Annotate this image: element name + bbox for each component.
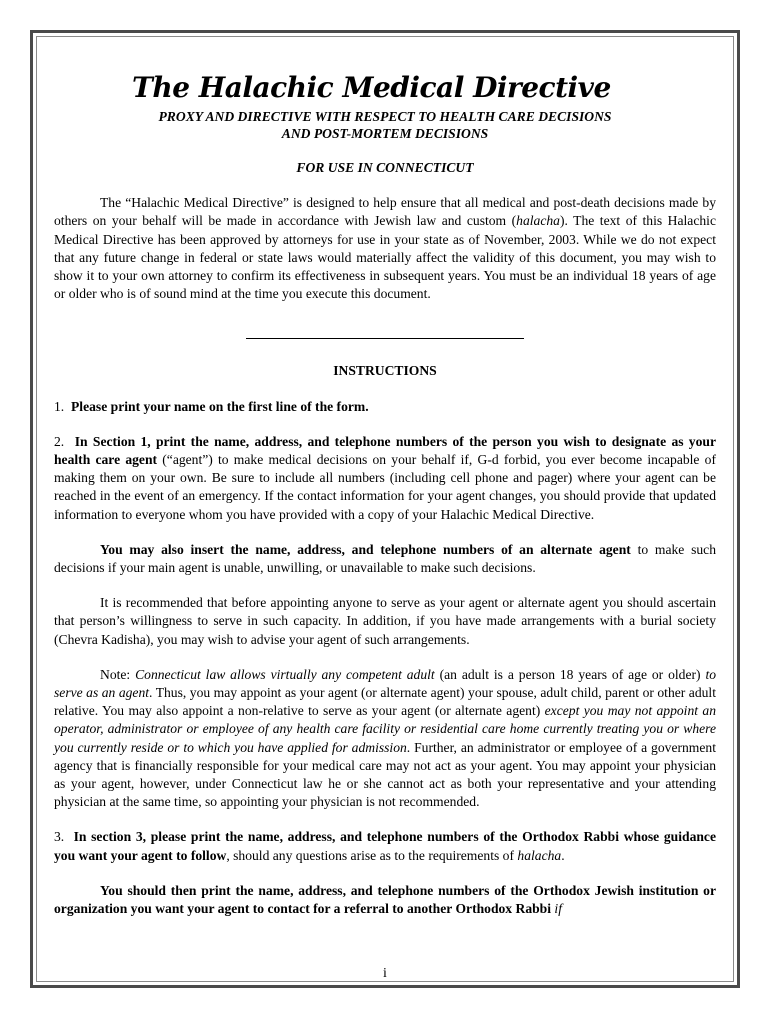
- item-3-bold: In section 3, please print the name, address, and telephone numbers of the Orthodox Rabbi whose guidance you want your agent to follow: [54, 829, 717, 863]
- instructions-heading: INSTRUCTIONS: [333, 363, 437, 379]
- instruction-item-2: [54, 433, 716, 524]
- document-body: [54, 70, 716, 918]
- document-subtitle: [54, 108, 716, 142]
- item-2-bold: In Section 1, print the name, address, and telephone numbers of the person you wish to designate as your health care agent: [54, 433, 716, 468]
- subtitle-line-2: AND POST-MORTEM DECISIONS: [281, 126, 489, 141]
- section-divider: [246, 338, 524, 339]
- intro-text-2: ). The text of this Halachic Medical Directive has been approved by attorneys for use in your state as of November, 2003. While we do not expect that any future change in federal or state laws would materially affect the validity of this document, you may wish to show it to your own attorney to confirm its effectiveness in subsequent years. You must be an individual 18 years of age or older who is of sound mind at the time you execute this document.: [54, 213, 716, 302]
- page-number: i: [383, 966, 387, 981]
- item-1-number: 1.: [54, 398, 65, 414]
- alternate-agent-text: to make such decisions if your main agent is unable, unwilling, or unavailable to make such decisions.: [54, 541, 716, 576]
- note-italic-1: Connecticut law allows virtually any competent adult: [135, 666, 435, 682]
- item-1-bold: Please print your name on the first line of the form.: [71, 398, 369, 414]
- item-2-text: (“agent”) to make medical decisions on your behalf if, G-d forbid, you ever become incapable of making them on your own. Be sure to include all numbers (including cell phone and pager) where your agent can be reached in the event of an emergency. If the contact information for your agent changes, you should provide that updated information to everyone whom you have provided with a copy of your Halachic Medical Directive.: [54, 452, 716, 522]
- item-3-end: .: [561, 847, 565, 863]
- instruction-item-3: [54, 828, 716, 864]
- note-italic-3: except you may not appoint an operator, administrator or employee of any health care facility or residential care home currently treating you or where you currently reside or to which you have applied for admission: [54, 703, 716, 755]
- intro-halacha: halacha: [516, 213, 560, 229]
- alternate-agent-paragraph: [54, 541, 716, 577]
- institution-italic: if: [551, 901, 562, 917]
- item-3-text: , should any questions arise as to the requirements of: [226, 847, 518, 863]
- note-text-2: . Thus, you may appoint as your agent (or alternate agent) your spouse, adult child, parent or other adult relative. You may also appoint a non-relative to serve as your agent (or alternate agent): [54, 685, 716, 719]
- subtitle-line-1: PROXY AND DIRECTIVE WITH RESPECT TO HEALTH CARE DECISIONS: [158, 109, 612, 124]
- item-3-number: 3.: [54, 829, 65, 845]
- institution-paragraph: [54, 882, 716, 918]
- note-text-3: . Further, an administrator or employee of a government agency that is financially responsible for your medical care may not act as your agent. You may appoint your physician as your agent, however, under Connecticut law he or she cannot act as both your representative and your attending physician at the same time, so appointing your physician is not recommended.: [54, 739, 716, 810]
- intro-text-1: The “Halachic Medical Directive” is designed to help ensure that all medical and post-death decisions made by others on your behalf will be made in accordance with Jewish law and custom (: [54, 195, 716, 229]
- instruction-item-1: [54, 398, 716, 416]
- item-3-italic: halacha: [517, 847, 562, 863]
- note-italic-2: to serve as an agent: [54, 666, 717, 701]
- state-label: FOR USE IN CONNECTICUT: [296, 160, 474, 175]
- recommendation-paragraph: It is recommended that before appointing anyone to serve as your agent or alternate agent you should ascertain that person’s willingness to serve in such capacity. In addition, if you have made arrangements with a burial society (Chevra Kadisha), you may wish to advise your agent of such arrangements.: [54, 595, 716, 647]
- note-paragraph: [54, 666, 716, 812]
- alternate-agent-bold: You may also insert the name, address, and telephone numbers of an alternate agent: [100, 541, 631, 557]
- document-title: The Halachic Medical Directive: [132, 71, 611, 104]
- item-2-number: 2.: [54, 433, 65, 449]
- note-label: Note:: [100, 666, 136, 682]
- note-text-1: (an adult is a person 18 years of age or older): [434, 666, 706, 682]
- intro-paragraph: [54, 194, 716, 303]
- institution-bold: You should then print the name, address, and telephone numbers of the Orthodox Jewish institution or organization you want your agent to contact for a referral to another Orthodox Rabbi: [54, 882, 716, 917]
